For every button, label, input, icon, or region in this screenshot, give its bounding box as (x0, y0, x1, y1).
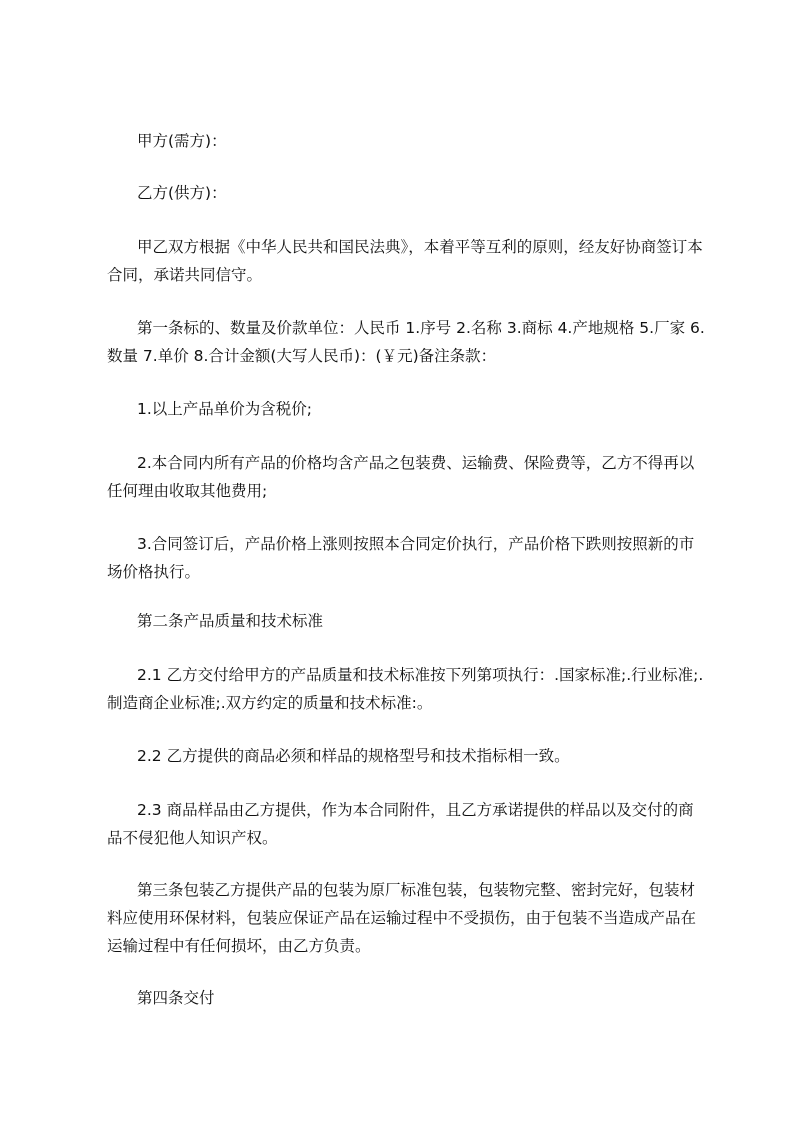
clause-2-2-paragraph: 2.2 乙方提供的商品必须和样品的规格型号和技术指标相一致。 (137, 747, 570, 765)
clause-2-3-paragraph: 2.3 商品样品由乙方提供，作为本合同附件，且乙方承诺提供的样品以及交付的商品不侵犯他人知识产权。 (107, 801, 694, 847)
article-1-paragraph: 第一条标的、数量及价款单位：人民币 1.序号 2.名称 3.商标 4.产地规格 5.厂家 6.数量 7.单价 8.合计金额(大写人民币)：(￥元)备注条款： (107, 319, 705, 365)
note-2-paragraph: 2.本合同内所有产品的价格均含产品之包装费、运输费、保险费等，乙方不得再以任何理由收取其他费用; (107, 454, 695, 500)
clause-2-1-paragraph: 2.1 乙方交付给甲方的产品质量和技术标准按下列第项执行：.国家标准;.行业标准;.制造商企业标准;.双方约定的质量和技术标准:。 (107, 666, 704, 712)
note-1-paragraph: 1.以上产品单价为含税价; (137, 400, 313, 418)
note-3-paragraph: 3.合同签订后，产品价格上涨则按照本合同定价执行，产品价格下跌则按照新的市场价格执行。 (107, 535, 695, 581)
article-4-heading: 第四条交付 (137, 989, 215, 1007)
party-a-line: 甲方(需方)： (137, 132, 227, 150)
party-b-line: 乙方(供方)： (137, 184, 227, 202)
article-2-heading: 第二条产品质量和技术标准 (137, 612, 324, 630)
intro-paragraph: 甲乙双方根据《中华人民共和国民法典》，本着平等互利的原则，经友好协商签订本合同，承诺共同信守。 (107, 238, 703, 284)
article-3-paragraph: 第三条包装乙方提供产品的包装为原厂标准包装，包装物完整、密封完好，包装材料应使用环保材料，包装应保证产品在运输过程中不受损伤，由于包装不当造成产品在运输过程中有任何损坏，由乙方负责。 (107, 881, 697, 955)
